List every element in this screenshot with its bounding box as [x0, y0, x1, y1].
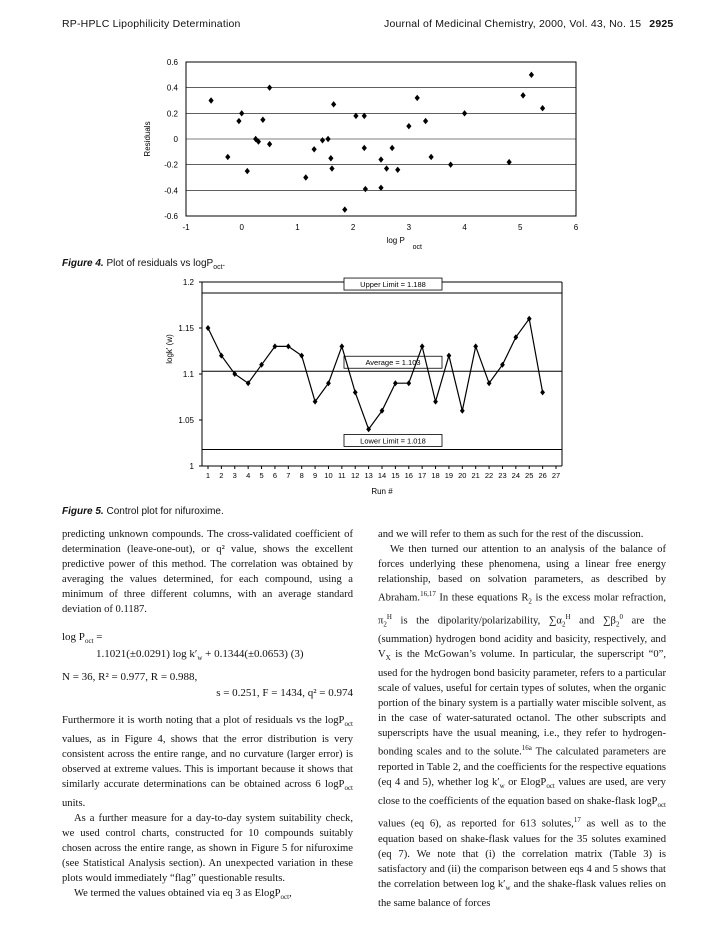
y-tick-label: 1.1 [182, 370, 194, 379]
r-e: and ∑β [570, 615, 616, 627]
x-tick-label: 14 [377, 471, 387, 480]
y-axis-label: Residuals [143, 121, 152, 157]
r-j-sub: oct [657, 801, 666, 810]
x-tick-label: 24 [511, 471, 521, 480]
r-h-sub: w [499, 782, 505, 791]
r-l-sub: w [505, 883, 511, 892]
figure-4-caption-end: . [222, 258, 226, 269]
r-a: We then turned our attention to an analysis of the balance of forces underlying these phenomena, using a linear free energy relationship, based on solvation parameters, as described by Abraham. [378, 544, 666, 604]
eq-logp-sub: oct [84, 637, 94, 646]
data-point [267, 141, 272, 147]
p2-b: values, as in Figure 4, shows that the error distribution is very consistent across the entire range, and no curvature (larger error) is observed at extreme values. This is important because it shows that similarly accurate determinations can be obtained across 6 logP [62, 734, 353, 791]
equation-3-stats-2: s = 0.251, F = 1434, q² = 0.974 [216, 687, 353, 699]
r-b: In these equations R [435, 592, 529, 604]
eq-coef-sub: w [197, 654, 203, 663]
equation-3-line-2 [96, 648, 353, 662]
x-tick-label: 4 [462, 223, 467, 232]
r-g: is the McGowan’s volume. In particular, the superscript “0”, used for the hydrogen bond basicity parameter, refers to a particular scale of values, useful for certain types of solutes, when the organic portion of the binary system is a partially water miscible solvent, as in the case of water-saturated octanol. The other subscripts and superscripts have the usual meaning, i.e., they refer to hydrogen-bonding scales and to the solute. [378, 649, 666, 758]
y-tick-label: 0 [173, 135, 178, 144]
data-point [299, 353, 304, 359]
data-point [339, 343, 344, 349]
x-tick-label: 26 [538, 471, 547, 480]
data-point [395, 167, 400, 173]
data-point [363, 186, 368, 192]
r-a-sup: 16,17 [420, 590, 436, 598]
y-tick-label: 0.4 [166, 83, 178, 93]
figure-4-caption-sub: oct [213, 264, 223, 271]
data-point [390, 145, 395, 151]
r-j: values are used, are very close to the coefficients of the equation based on shake-flask logP [378, 776, 666, 808]
r-k-sup: 17 [573, 816, 581, 825]
reference-label: Lower Limit = 1.018 [360, 436, 426, 446]
data-point [320, 137, 325, 143]
y-tick-label: 1.2 [182, 278, 194, 287]
left-paragraph-3: As a further measure for a day-to-day system suitability check, we used control charts, constructed for 10 compounds suitably chosen across the entire range, as shown in Figure 5 for nifuroxime (see Statistical Analysis section). An unexpected variation in these plots would immediately “flag” questionable results. [62, 813, 353, 885]
reference-label: Average = 1.103 [365, 358, 421, 368]
data-point [331, 101, 336, 107]
data-point [540, 389, 545, 395]
journal-citation [384, 18, 673, 30]
eq-logp: log P [62, 631, 85, 643]
x-tick-label: 6 [272, 471, 278, 480]
x-tick-label: 23 [498, 471, 507, 480]
data-point [447, 353, 452, 359]
right-paragraph-1: and we will refer to them as such for the rest of the discussion. [378, 529, 644, 540]
data-point [429, 154, 434, 160]
y-tick-label: 1.15 [178, 324, 194, 333]
data-point [415, 95, 420, 101]
x-tick-label: 4 [246, 471, 251, 480]
eq-coef-end: + 0.1344(±0.0653) (3) [202, 648, 304, 660]
figure-5-caption-text: Control plot for nifuroxime. [106, 506, 224, 517]
data-point [303, 174, 308, 180]
x-tick-label: 18 [431, 471, 440, 480]
data-point [460, 408, 465, 414]
x-tick-label: 27 [551, 471, 561, 480]
r-f: are the (summation) hydrogen bond acidity and basicity, respectively, and V [378, 615, 667, 661]
p4-b: , [289, 888, 292, 900]
x-tick-label: 7 [286, 471, 291, 480]
right-paragraph-2 [378, 542, 666, 911]
r-d-sub: 2 [561, 620, 566, 629]
equation-3-stats-1: N = 36, R² = 0.977, R = 0.988, [62, 671, 198, 683]
running-header: RP-HPLC Lipophilicity Determination [62, 18, 241, 30]
data-point [239, 110, 244, 116]
r-i-sub: oct [546, 782, 555, 791]
series-line [208, 319, 543, 429]
x-tick-label: 3 [406, 223, 412, 232]
eq-equals: = [93, 631, 103, 643]
r-f-sub: X [385, 654, 391, 663]
r-i: or ElogP [504, 776, 547, 788]
x-tick-label: 19 [444, 471, 454, 480]
data-point [328, 155, 333, 161]
data-point [540, 105, 545, 111]
left-paragraph-1: predicting unknown compounds. The cross-validated coefficient of determination (leave-one-out), or q² value, shows the excellent predictive power of this method. The correlation was obtained by averaging the values determined, for each compound, using a minimum of three different columns, with an average standard deviation of 0.1187. [62, 529, 353, 615]
x-tick-label: 25 [525, 471, 534, 480]
data-point [448, 161, 453, 167]
r-d: is the dipolarity/polarizability, ∑α [391, 615, 562, 627]
journal-name: Journal of Medicinal Chemistry, 2000, Vol. 43, No. 15 [384, 18, 642, 30]
x-tick-label: 0 [239, 223, 244, 232]
data-point [245, 168, 250, 174]
data-point [520, 92, 525, 98]
data-point [473, 343, 478, 349]
y-tick-label: 1 [189, 462, 194, 471]
r-b-sub: 2 [528, 597, 532, 606]
x-tick-label: 2 [219, 471, 224, 480]
x-tick-label: 13 [364, 471, 373, 480]
p4-sub: oct [280, 893, 290, 902]
x-tick-label: 21 [471, 471, 480, 480]
data-point [286, 343, 291, 349]
figure-4-caption [62, 258, 225, 271]
y-tick-label: -0.6 [164, 212, 178, 221]
r-c: is the excess molar refraction, π [378, 592, 666, 627]
right-column [378, 527, 666, 911]
data-point [362, 145, 367, 151]
data-point [378, 156, 383, 162]
x-tick-label: 5 [518, 223, 523, 232]
data-point [353, 113, 358, 119]
x-tick-label: 10 [324, 471, 333, 480]
figure-5-chart [160, 276, 580, 501]
y-tick-label: 0.6 [166, 58, 178, 67]
reference-label: Upper Limit = 1.188 [360, 280, 426, 290]
data-point [423, 118, 428, 124]
r-c-sub: 2 [383, 620, 387, 629]
x-tick-label: 9 [312, 471, 318, 480]
p2-sub2: oct [344, 784, 353, 793]
x-tick-label: 15 [391, 471, 400, 480]
data-point [529, 72, 534, 78]
x-tick-label: 16 [404, 471, 413, 480]
figure-4-caption-text: Plot of residuals vs logP [106, 258, 214, 269]
left-paragraph-4 [62, 886, 353, 905]
y-tick-label: -0.2 [164, 160, 178, 170]
r-k: values (eq 6), as reported for 613 solutes, [378, 818, 574, 830]
x-tick-label: -1 [182, 223, 190, 232]
x-axis-label-sub: oct [412, 244, 422, 251]
figure-4-label: Figure 4. [62, 258, 104, 269]
data-point [384, 165, 389, 171]
x-tick-label: 5 [259, 471, 264, 480]
r-l: as well as to the equation based on shake-flask values for the 35 solutes examined (eq 7). We note that (i) the correlation matrix (Table 3) is satisfactory and (ii) the comparison between eqs 4 and 5 shows that the correlation between log k′ [378, 818, 666, 890]
equation-3-line-1 [62, 631, 102, 645]
data-point [329, 165, 334, 171]
x-tick-label: 6 [573, 223, 579, 232]
p2-c: units. [62, 798, 86, 810]
y-tick-label: -0.4 [164, 186, 178, 196]
r-c-sup: H [386, 612, 392, 621]
data-point [325, 136, 330, 142]
p2-sub: oct [344, 720, 353, 729]
data-point [378, 185, 383, 191]
figure-5-caption [62, 506, 224, 517]
data-point [342, 206, 347, 212]
x-tick-label: 1 [205, 471, 211, 480]
y-axis-label: logk' (w) [165, 334, 174, 364]
x-tick-label: 2 [350, 223, 356, 232]
x-tick-label: 1 [295, 223, 300, 232]
left-paragraph-2 [62, 713, 353, 811]
x-tick-label: 11 [337, 471, 346, 480]
x-tick-label: 17 [417, 471, 427, 480]
left-column [62, 527, 353, 617]
data-point [507, 159, 512, 165]
r-e-sub: 2 [615, 620, 620, 629]
data-point [362, 113, 367, 119]
x-axis-label: Run # [371, 487, 393, 496]
data-point [353, 389, 358, 395]
figure-5-label: Figure 5. [62, 506, 104, 517]
r-d-sup: H [565, 612, 571, 621]
data-point [462, 110, 467, 116]
r-h: The calculated parameters are reported in Table 2, and the coefficients for the respective equations (eq 4 and 5), whether log k′ [378, 746, 666, 788]
figure-4-chart [140, 54, 600, 254]
p2-a: Furthermore it is worth noting that a plot of residuals vs the logP [62, 715, 345, 726]
data-point [420, 343, 425, 349]
eq-coef: 1.1021(±0.0291) log k′ [96, 648, 198, 660]
data-point [225, 154, 230, 160]
x-tick-label: 8 [299, 471, 304, 480]
data-point [406, 123, 411, 129]
data-point [406, 380, 411, 386]
x-tick-label: 20 [458, 471, 467, 480]
y-tick-label: 0.2 [166, 109, 178, 119]
r-m: and the shake-flask values relies on the same balance of forces [378, 878, 667, 909]
p4-a: We termed the values obtained via eq 3 as ElogP [74, 888, 281, 900]
data-point [208, 97, 213, 103]
x-tick-label: 22 [484, 471, 494, 480]
x-axis-label: log P [386, 236, 405, 245]
page-number: 2925 [649, 18, 674, 30]
x-tick-label: 3 [232, 471, 237, 480]
y-tick-label: 1.05 [178, 416, 194, 425]
r-g-sup: 16a [521, 744, 532, 753]
data-point [236, 118, 241, 124]
left-column-lower [62, 713, 353, 905]
r-e-sup: 0 [619, 612, 623, 621]
data-point [433, 399, 438, 405]
data-point [260, 117, 265, 123]
x-tick-label: 12 [351, 471, 360, 480]
data-point [312, 146, 317, 152]
data-point [267, 84, 272, 90]
